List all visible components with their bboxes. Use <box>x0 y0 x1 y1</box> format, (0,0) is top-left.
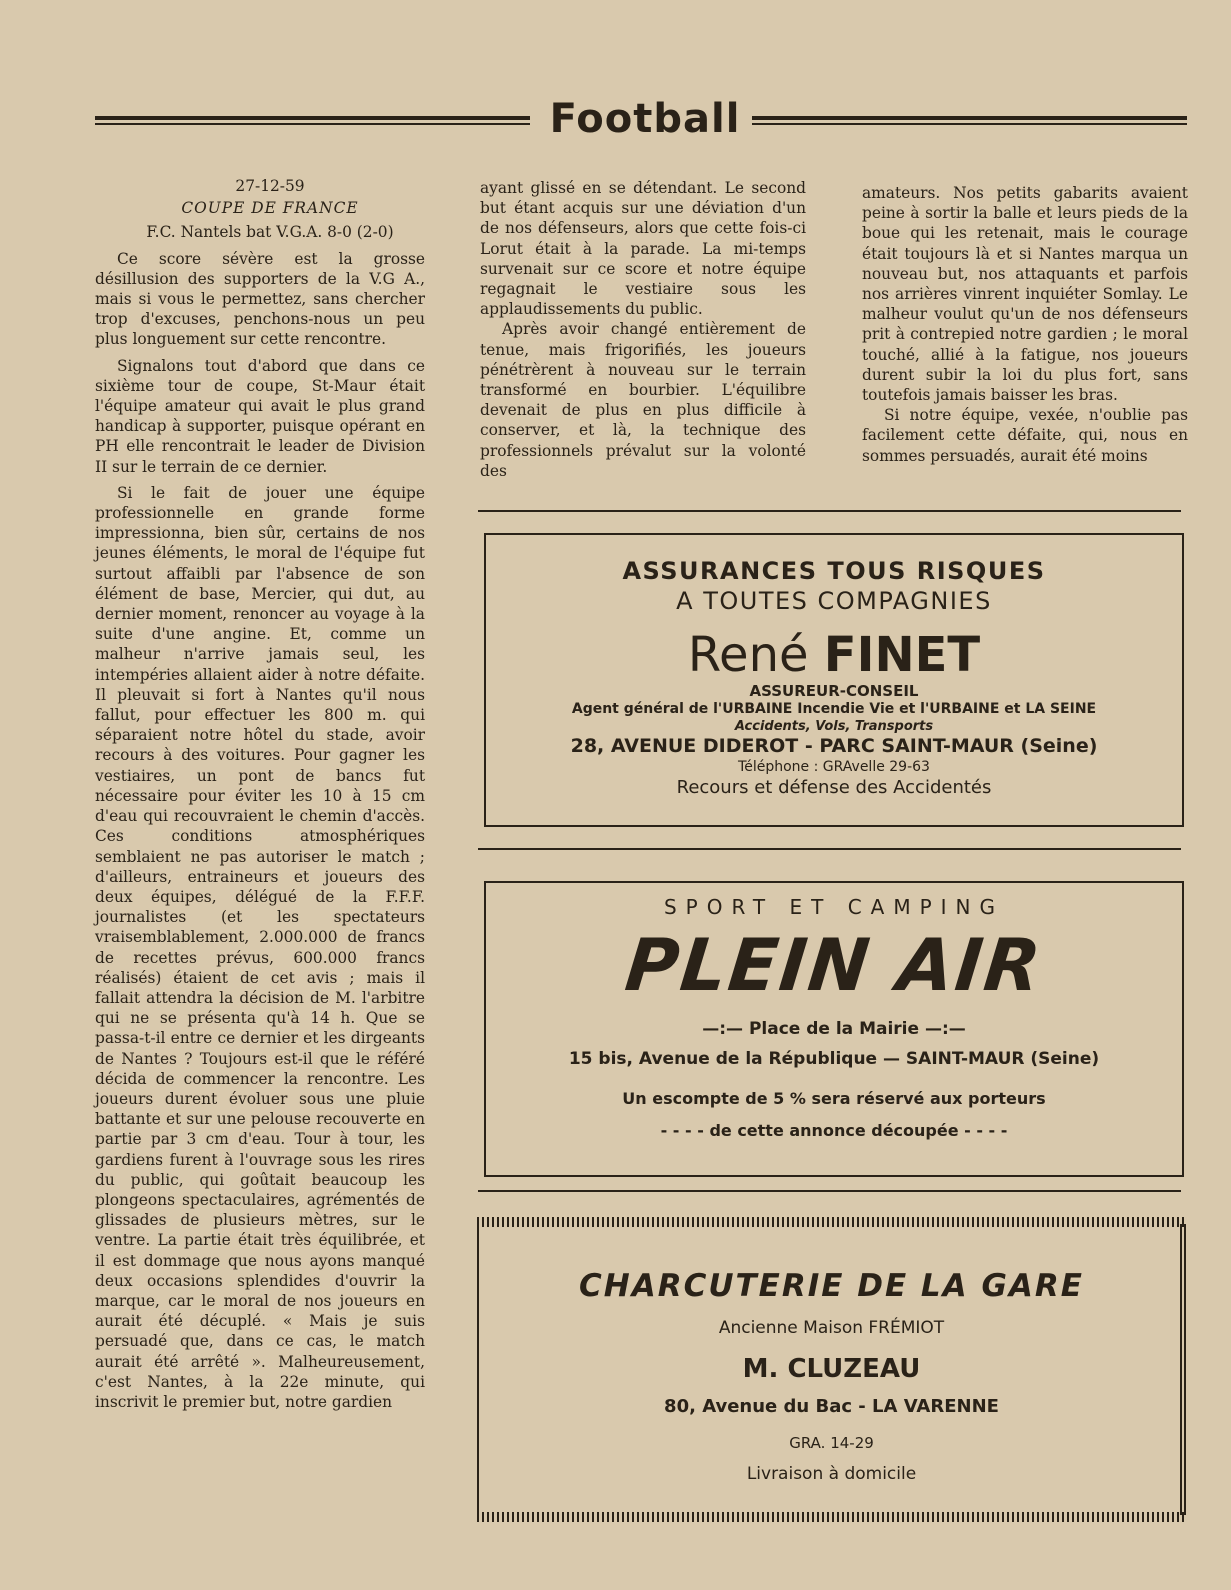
ad-agent-info: Agent général de l'URBAINE Incendie Vie et l'URBAINE et LA SEINE <box>571 701 1097 717</box>
decorative-border-bottom <box>477 1512 1184 1522</box>
ad-services: Accidents, Vols, Transports <box>734 719 934 734</box>
ad-address: 80, Avenue du Bac - LA VARENNE <box>664 1396 999 1417</box>
header-rule-right <box>752 116 1187 120</box>
ad-address: 28, AVENUE DIDEROT - PARC SAINT-MAUR (Seine) <box>570 735 1098 757</box>
article-competition: COUPE DE FRANCE <box>181 199 359 218</box>
insurance-advertisement <box>484 533 1184 827</box>
ad-brand: CHARCUTERIE DE LA GARE <box>579 1268 1084 1304</box>
ad-offer: Un escompte de 5 % sera réservé aux porteurs <box>622 1089 1046 1108</box>
ad-address: 15 bis, Avenue de la République — SAINT-MAUR (Seine) <box>568 1049 1100 1069</box>
article-column-2 <box>480 178 806 481</box>
article-paragraph: Après avoir changé entièrement de tenue, mais frigorifiés, les joueurs pénétrèrent à nouveau sur le terrain transformé en bourbier. L'équilibre devenait de plus en plus difficile à conserver, et là, la technique des professionnels prévalut sur la volonté des <box>480 320 806 480</box>
ad-brand: PLEIN AIR <box>621 923 1047 1007</box>
ad-title: ASSUREUR-CONSEIL <box>749 682 919 700</box>
ad-place: —:— Place de la Mairie —:— <box>702 1019 966 1039</box>
article-column-1 <box>95 176 425 1418</box>
ad-headline: ASSURANCES TOUS RISQUES <box>622 557 1046 585</box>
sport-camping-advertisement <box>484 881 1184 1177</box>
article-paragraph: Si notre équipe, vexée, n'oublie pas facilement cette défaite, qui, nous en sommes persuadés, aurait été moins <box>862 406 1188 465</box>
ad-delivery: Livraison à domicile <box>746 1464 917 1484</box>
header-rule-left <box>95 116 530 120</box>
ad-owner: M. CLUZEAU <box>742 1354 921 1384</box>
ad-headline: SPORT ET CAMPING <box>663 895 1005 919</box>
article-paragraph: Ce score sévère est la grosse désillusion des supporters de la V.G A., mais si vous le permettez, sans chercher trop d'excuses, penchons-nous un peu plus longuement sur cette rencontre. <box>95 249 425 349</box>
divider <box>478 848 1181 850</box>
article-date: 27-12-59 <box>235 177 305 195</box>
agent-last-name: FINET <box>823 627 981 683</box>
ad-subheadline: A TOUTES COMPAGNIES <box>676 587 992 615</box>
section-title: Football <box>549 96 741 142</box>
ad-phone: GRA. 14-29 <box>789 1434 874 1452</box>
divider <box>478 1190 1181 1192</box>
charcuterie-advertisement <box>477 1224 1186 1515</box>
agent-first-name: René <box>687 627 809 683</box>
article-column-3 <box>862 183 1188 466</box>
ad-former-name: Ancienne Maison FRÉMIOT <box>718 1318 945 1338</box>
article-paragraph: Si le fait de jouer une équipe professionnelle en grande forme impressionna, bien sûr, certains de nos jeunes éléments, le moral de l'équipe fut surtout affaibli par l'absence de son élément de base, Mercier, qui dut, au dernier moment, renoncer au voyage à la suite d'une angine. Et, comme un malheur n'arrive jamais seul, les intempéries allaient aider à notre défaite. Il pleuvait si fort à Nantes qu'il nous fallut, pour effectuer les 800 m. qui séparaient notre hôtel du stade, avoir recours à des voitures. Pour gagner les vestiaires, un pont de bancs fut nécessaire pour éviter les 10 à 15 cm d'eau qui recouvraient le chemin d'accès. Ces conditions atmosphériques semblaient ne pas autoriser le match ; d'ailleurs, entraineurs et joueurs des deux équipes, délégué de la F.F.F. journalistes (et les spectateurs vraisemblablement, 2.000.000 de francs de recettes prévus, 600.000 francs réalisés) étaient de cet avis ; mais il fallait attendra la décision de M. l'arbitre qui ne se présenta qu'à 14 h. Que se passa-t-il entre ce dernier et les dirgeants de Nantes ? Toujours est-il que le référé décida de commencer la rencontre. Les joueurs durent évoluer sous une pluie battante et sur une pelouse recouverte en partie par 3 cm d'eau. Tour à tour, les gardiens furent à l'ouvrage sous les rires du public, qui goûtait beaucoup les plongeons spectaculaires, agrémentés de glissades de plusieurs mètres, sur le ventre. La partie était très équilibrée, et il est dommage que nous ayons manqué deux occasions splendides d'ouvrir la marque, car le moral de nos joueurs en aurait été décuplé. « Mais je suis persuadé que, dans ce cas, le match aurait été arrêté ». Malheureusement, c'est Nantes, à la 22e minute, qui inscrivit le premier but, notre gardien <box>95 483 425 1411</box>
ad-offer-note: - - - - de cette annonce découpée - - - - <box>660 1121 1008 1140</box>
article-paragraph: amateurs. Nos petits gabarits avaient peine à sortir la balle et leurs pieds de la boue qui les retenait, mais le courage était toujours là et si Nantes marqua un nouveau but, nos attaquants et parfois nos arrières vinrent inquiéter Somlay. Le malheur voulut qu'un de nos défenseurs prit à contrepied notre gardien ; le moral touché, allié à la fatigue, nos joueurs durent subir la loi du plus fort, sans toutefois jamais baisser les bras. <box>862 184 1188 405</box>
article-paragraph: ayant glissé en se détendant. Le second but étant acquis sur une déviation d'un de nos défenseurs, alors que cette fois-ci Lorut était à la parade. La mi-temps survenait sur ce score et notre équipe regagnait le vestiaire sous les applaudissements du public. <box>480 179 806 319</box>
article-paragraph: Signalons tout d'abord que dans ce sixième tour de coupe, St-Maur était l'équipe amateur qui avait le plus grand handicap à supporter, puisque opérant en PH elle rencontrait le leader de Division II sur le terrain de ce dernier. <box>95 356 425 476</box>
ad-agent-name <box>486 627 1182 683</box>
ad-phone: Téléphone : GRAvelle 29-63 <box>738 759 930 775</box>
article-result: F.C. Nantels bat V.G.A. 8-0 (2-0) <box>146 223 394 242</box>
ad-tagline: Recours et défense des Accidentés <box>676 777 992 798</box>
divider <box>478 510 1181 512</box>
